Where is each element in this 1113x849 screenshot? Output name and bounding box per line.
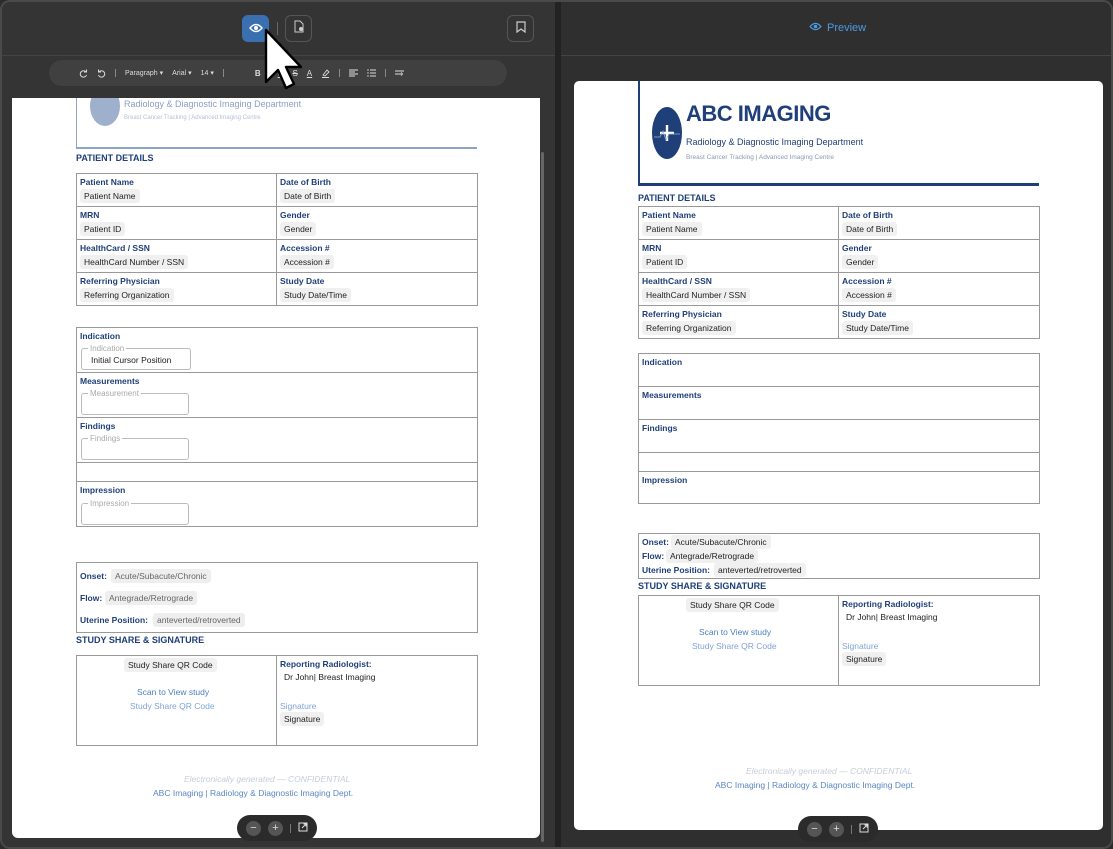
findings-section — [77, 418, 477, 463]
field-label: Patient Name — [642, 210, 696, 220]
signature-label: Signature — [842, 641, 879, 651]
table-cell — [839, 240, 1039, 273]
page-break-icon[interactable] — [395, 69, 404, 77]
table-cell — [277, 207, 477, 240]
preview-zoom-controls — [798, 816, 878, 842]
preview-label: Preview — [827, 22, 867, 34]
section-label: Indication — [80, 331, 121, 341]
field-label: Accession # — [842, 276, 892, 286]
undo-icon[interactable] — [97, 69, 106, 78]
qr-code-chip[interactable]: Study Share QR Code — [124, 658, 217, 672]
clinical-sections-table — [638, 353, 1040, 504]
blank-section — [639, 453, 1039, 472]
measurement-field[interactable] — [81, 389, 189, 415]
field-value: Study Date/Time — [842, 321, 913, 335]
table-cell — [277, 174, 477, 207]
footer-confidential: Electronically generated — CONFIDENTIAL — [184, 774, 351, 784]
field-label: Date of Birth — [280, 177, 331, 187]
qr-cell — [77, 656, 277, 745]
toolbar-separator — [115, 69, 116, 77]
share-title: STUDY SHARE & SIGNATURE — [76, 635, 205, 645]
strikethrough-icon[interactable]: S — [292, 68, 298, 78]
zoom-separator — [851, 825, 852, 834]
section-label: Findings — [80, 421, 116, 431]
field-value[interactable]: Accession # — [280, 255, 334, 269]
field-label: Accession # — [280, 243, 330, 253]
measurements-section — [77, 373, 477, 418]
share-signature-table — [76, 655, 478, 746]
flow-value[interactable]: Antegrade/Retrograde — [105, 591, 197, 605]
list-icon[interactable] — [367, 69, 376, 77]
highlighter-icon[interactable] — [321, 69, 330, 78]
field-value[interactable]: Study Date/Time — [280, 288, 351, 302]
editor-zoom-controls — [237, 815, 317, 841]
indication-field[interactable] — [81, 344, 191, 370]
radiologist-value: Dr John| Breast Imaging — [842, 610, 942, 624]
field-label: HealthCard / SSN — [80, 243, 150, 253]
field-value: Referring Organization — [642, 321, 736, 335]
share-title: STUDY SHARE & SIGNATURE — [638, 581, 767, 591]
flow-label: Flow: — [80, 593, 103, 603]
indication-section — [639, 354, 1039, 387]
scan-link[interactable]: Scan to View study — [699, 627, 772, 637]
extra-fields-table — [76, 562, 478, 633]
share-signature-table — [638, 595, 1040, 686]
flow-value: Antegrade/Retrograde — [666, 549, 758, 563]
table-cell — [839, 306, 1039, 338]
field-label: Study Date — [842, 309, 887, 319]
preview-title — [809, 22, 866, 34]
footer-confidential: Electronically generated — CONFIDENTIAL — [746, 766, 913, 776]
mouse-cursor-icon — [264, 28, 302, 97]
zoom-separator — [290, 824, 291, 833]
zoom-in-button[interactable]: + — [268, 821, 283, 836]
patient-details-table — [76, 173, 478, 306]
signature-value[interactable]: Signature — [280, 712, 324, 726]
table-cell — [639, 306, 839, 338]
toolbar-separator — [339, 69, 340, 77]
field-value: Gender — [842, 255, 878, 269]
preview-document — [574, 81, 1103, 830]
patient-details-title: PATIENT DETAILS — [76, 153, 154, 163]
uterine-label: Uterine Position: — [642, 565, 711, 575]
field-value: HealthCard Number / SSN — [642, 288, 750, 302]
logo-dept: Radiology & Diagnostic Imaging Department — [686, 137, 864, 147]
radiologist-label: Reporting Radiologist: — [842, 599, 934, 609]
bold-icon[interactable]: B — [254, 68, 261, 78]
findings-field[interactable] — [81, 434, 189, 460]
table-cell — [639, 273, 839, 306]
field-label: Referring Physician — [642, 309, 722, 319]
footer-org: ABC Imaging | Radiology & Diagnostic Imaging Dept. — [153, 788, 354, 798]
signature-cell — [277, 656, 477, 745]
extra-fields-table — [638, 533, 1040, 579]
table-cell — [77, 273, 277, 305]
field-legend: Indication — [90, 344, 125, 353]
zoom-out-button[interactable]: − — [246, 821, 261, 836]
field-legend: Measurement — [90, 389, 139, 398]
field-value[interactable]: Date of Birth — [280, 189, 335, 203]
logo-mark-icon — [90, 98, 120, 126]
uterine-label: Uterine Position: — [80, 615, 149, 625]
field-value[interactable]: Patient Name — [80, 189, 140, 203]
eye-icon — [809, 22, 822, 34]
field-value[interactable]: Gender — [280, 222, 316, 236]
preview-pane — [561, 2, 1113, 849]
scan-link[interactable]: Scan to View study — [137, 687, 210, 697]
text-color-icon[interactable]: A — [306, 68, 313, 78]
field-legend: Findings — [90, 434, 121, 443]
radiologist-label: Reporting Radiologist: — [280, 659, 372, 669]
logo-name: ABC IMAGING — [686, 101, 831, 126]
patient-details-table — [638, 206, 1040, 339]
editor-pane — [2, 2, 555, 849]
qr-cell — [639, 596, 839, 685]
field-value: Date of Birth — [842, 222, 897, 236]
uterine-value[interactable]: anteverted/retroverted — [153, 613, 245, 627]
section-label: Impression — [642, 475, 688, 485]
logo-tagline: Breast Cancer Tracking | Advanced Imaging Centre — [686, 154, 835, 161]
field-label: MRN — [80, 210, 100, 220]
editor-scrollbar[interactable] — [541, 152, 544, 842]
patient-details-title: PATIENT DETAILS — [638, 193, 716, 203]
field-label: HealthCard / SSN — [642, 276, 712, 286]
onset-label: Onset: — [642, 537, 669, 547]
section-label: Impression — [80, 485, 126, 495]
radiologist-value[interactable]: Dr John| Breast Imaging — [280, 670, 380, 684]
measurements-section — [639, 387, 1039, 420]
clinical-sections-table — [76, 327, 478, 527]
logo-header — [76, 98, 477, 149]
field-label: Referring Physician — [80, 276, 160, 286]
signature-value: Signature — [842, 652, 886, 666]
onset-label: Onset: — [80, 571, 107, 581]
zoom-out-button[interactable]: − — [807, 822, 822, 837]
table-cell — [277, 240, 477, 273]
eye-icon — [249, 20, 263, 38]
blank-section — [77, 463, 477, 482]
bookmark-icon — [516, 20, 526, 38]
field-value[interactable]: Referring Organization — [80, 288, 174, 302]
onset-value[interactable]: Acute/Subacute/Chronic — [111, 569, 211, 583]
toolbar-separator — [385, 69, 386, 77]
field-value: Patient ID — [642, 255, 687, 269]
table-cell — [839, 207, 1039, 240]
footer-org: ABC Imaging | Radiology & Diagnostic Imaging Dept. — [715, 780, 916, 790]
paragraph-style-select[interactable]: Paragraph ▾ — [125, 70, 164, 77]
preview-header — [561, 2, 1113, 56]
open-external-icon[interactable] — [298, 819, 308, 837]
field-value[interactable]: HealthCard Number / SSN — [80, 255, 188, 269]
section-label: Findings — [642, 423, 678, 433]
indication-section — [77, 328, 477, 373]
signature-cell — [839, 596, 1039, 685]
qr-link[interactable]: Study Share QR Code — [692, 641, 777, 651]
logo-mark-icon — [652, 107, 682, 159]
table-cell — [277, 273, 477, 305]
zoom-in-button[interactable]: + — [829, 822, 844, 837]
toolbar-separator — [223, 69, 224, 77]
bookmark-button[interactable] — [507, 15, 534, 42]
uterine-value: anteverted/retroverted — [714, 563, 806, 577]
field-label: Date of Birth — [842, 210, 893, 220]
font-size-select[interactable]: 14 ▾ — [200, 70, 214, 77]
field-value: Initial Cursor Position — [91, 355, 172, 365]
table-cell — [639, 240, 839, 273]
table-cell — [77, 174, 277, 207]
logo-dept: Radiology & Diagnostic Imaging Department — [124, 99, 302, 109]
table-cell — [639, 207, 839, 240]
field-value[interactable]: Patient ID — [80, 222, 125, 236]
findings-section — [639, 420, 1039, 453]
logo-header — [638, 81, 1039, 186]
impression-section — [77, 482, 477, 526]
table-cell — [839, 273, 1039, 306]
qr-code-chip: Study Share QR Code — [686, 598, 779, 612]
field-label: MRN — [642, 243, 662, 253]
section-label: Indication — [642, 357, 683, 367]
table-cell — [77, 240, 277, 273]
section-label: Measurements — [80, 376, 140, 386]
open-external-icon[interactable] — [859, 820, 869, 838]
section-label: Measurements — [642, 390, 702, 400]
field-label: Study Date — [280, 276, 325, 286]
signature-label: Signature — [280, 701, 317, 711]
logo-tagline: Breast Cancer Tracking | Advanced Imaging Centre — [124, 115, 261, 121]
impression-section — [639, 472, 1039, 503]
editor-document[interactable] — [12, 98, 540, 838]
qr-link[interactable]: Study Share QR Code — [130, 701, 215, 711]
impression-field[interactable] — [81, 499, 189, 525]
field-label: Gender — [842, 243, 872, 253]
table-cell — [77, 207, 277, 240]
redo-icon[interactable] — [79, 69, 88, 78]
field-legend: Impression — [90, 499, 130, 508]
flow-label: Flow: — [642, 551, 665, 561]
align-left-icon[interactable] — [349, 69, 358, 77]
field-value: Patient Name — [642, 222, 702, 236]
field-label: Gender — [280, 210, 310, 220]
onset-value: Acute/Subacute/Chronic — [671, 535, 771, 549]
field-value: Accession # — [842, 288, 896, 302]
font-family-select[interactable]: Arial ▾ — [172, 70, 192, 77]
field-label: Patient Name — [80, 177, 134, 187]
